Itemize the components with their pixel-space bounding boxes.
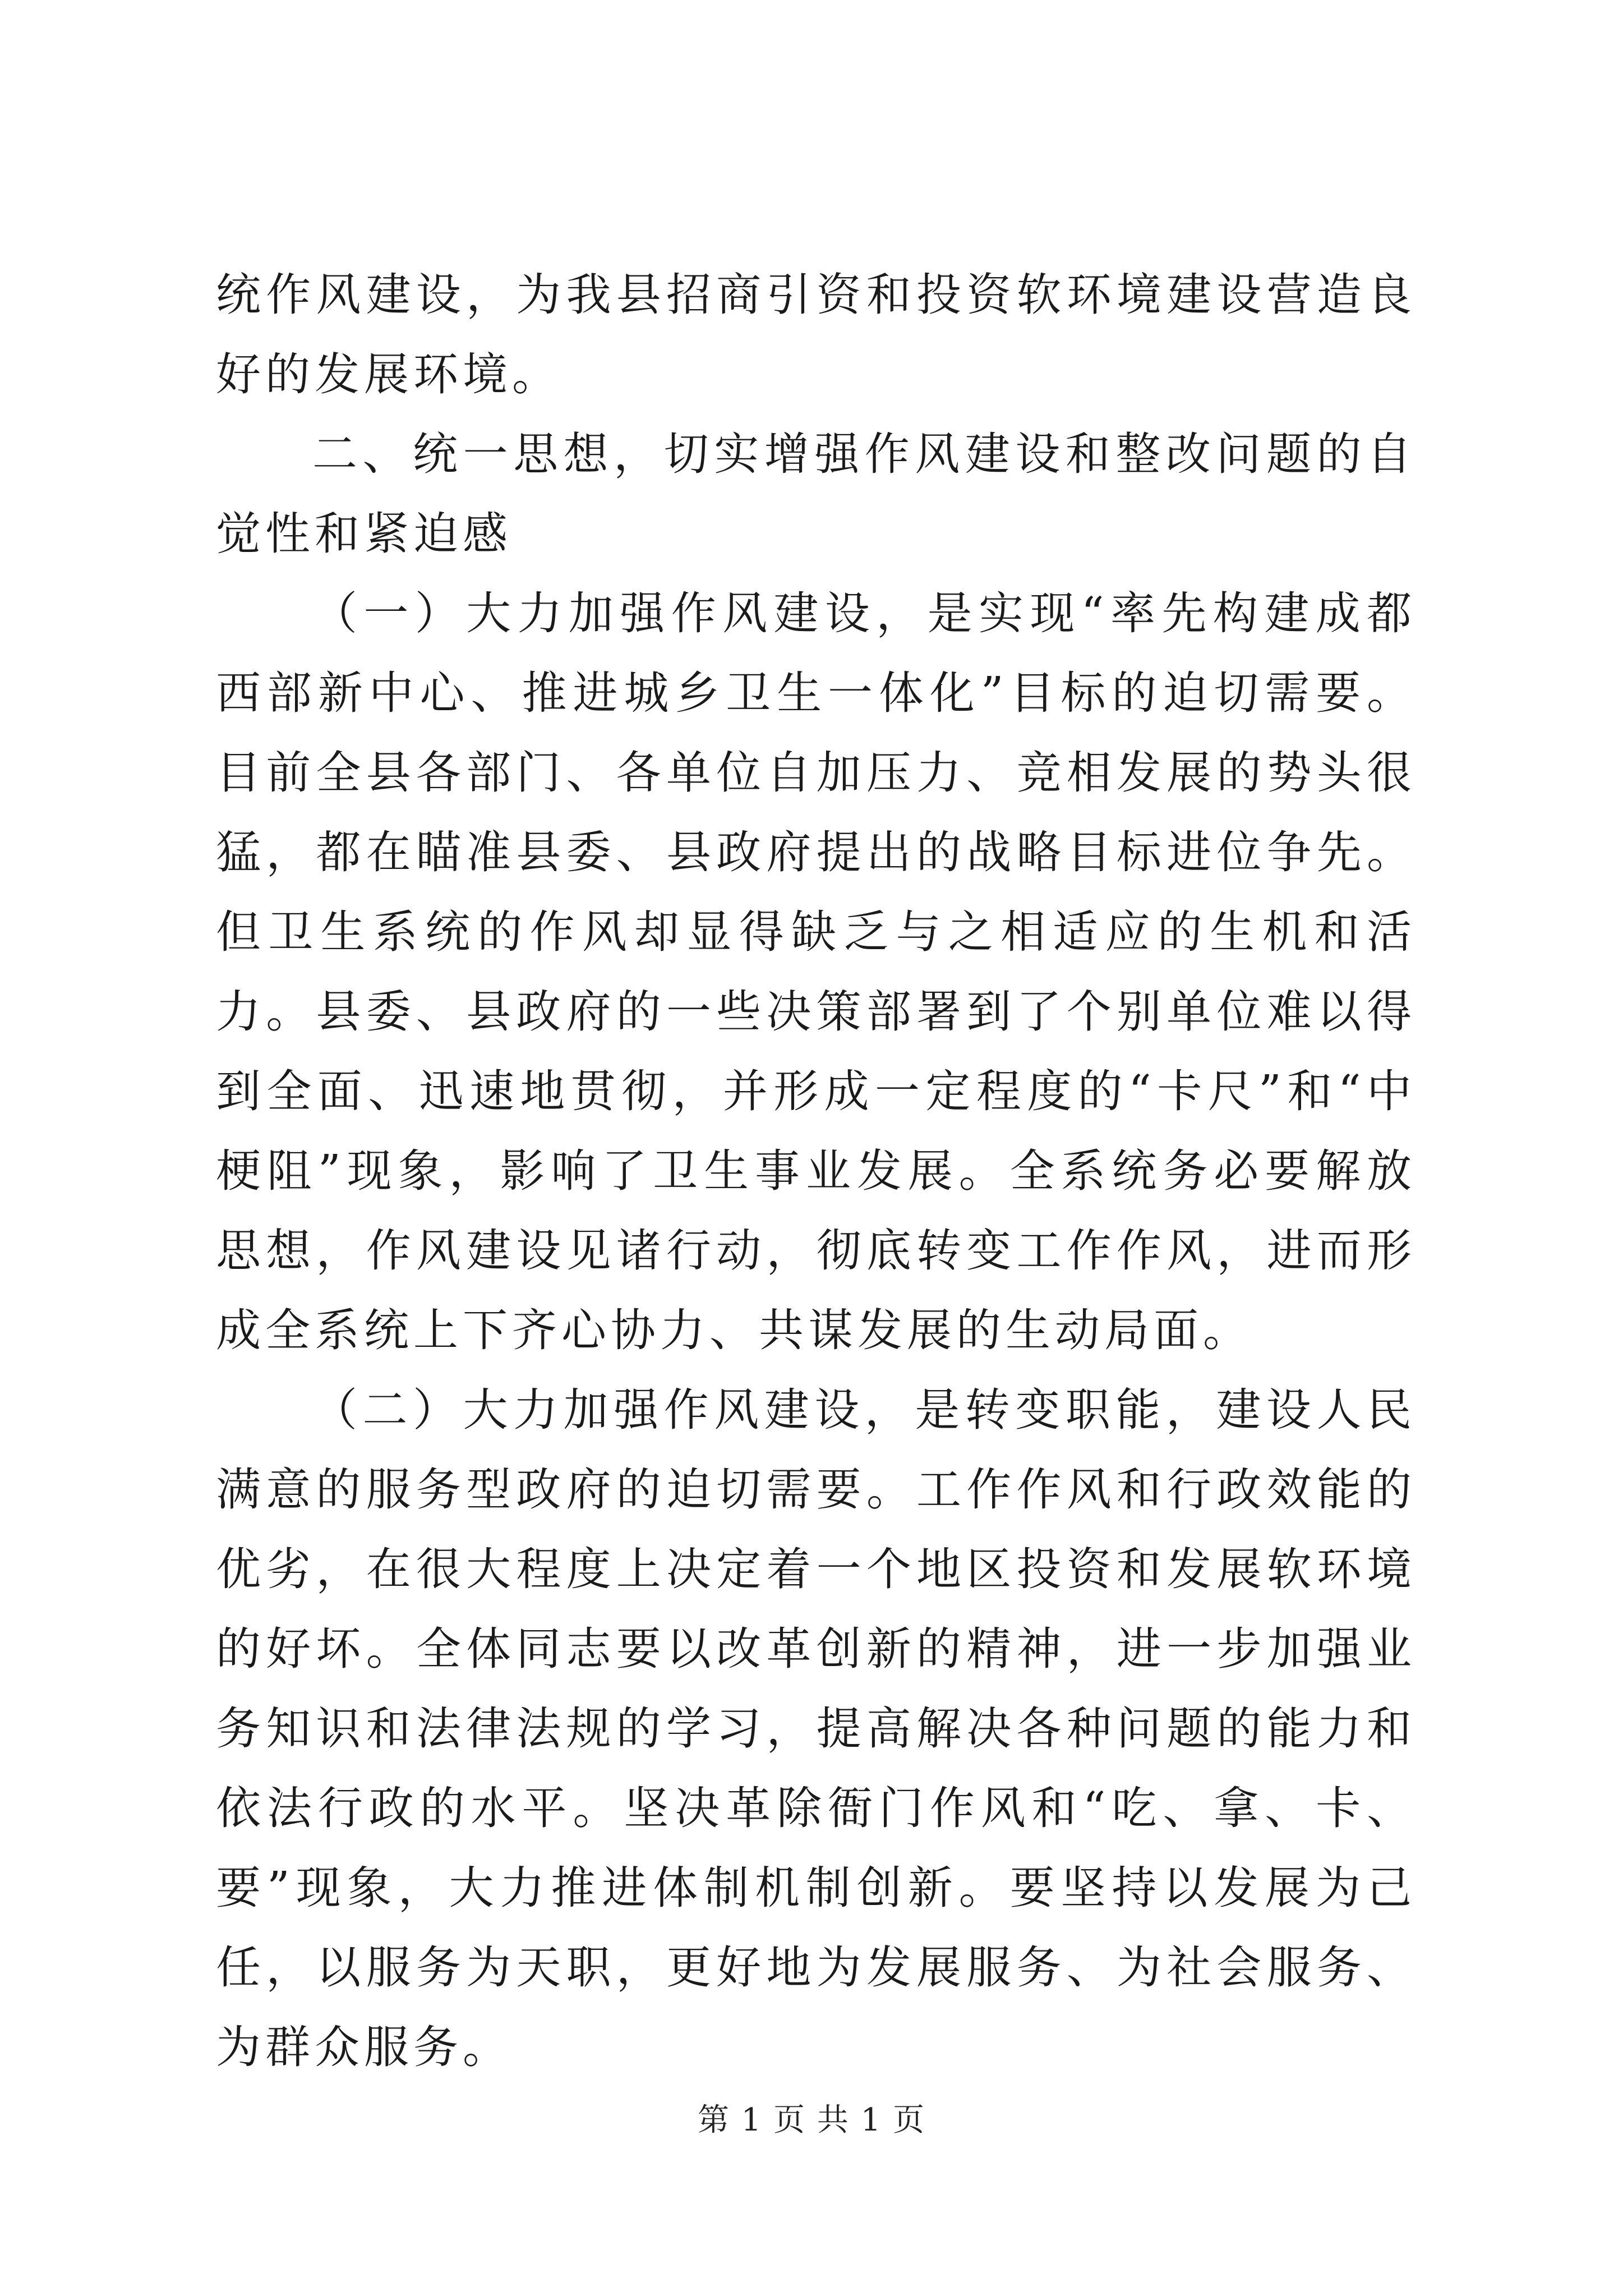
paragraph-item-1: （一）大力加强作风建设，是实现“率先构建成都西部新中心、推进城乡卫生一体化”目标的迫切需要。目前全县各部门、各单位自加压力、竞相发展的势头很猛，都在瞄准县委、县政府提出的战略目标进位争先。但卫生系统的作风却显得缺乏与之相适应的生机和活力。县委、县政府的一些决策部署到了个别单位难以得到全面、迅速地贯彻，并形成一定程度的“卡尺”和“中梗阻”现象，影响了卫生事业发展。全系统务必要解放思想，作风建设见诸行动，彻底转变工作作风，进而形成全系统上下齐心协力、共谋发展的生动局面。 [216, 587, 1416, 1356]
document-body [216, 255, 1416, 2087]
page-footer: 第 1 页 共 1 页 [697, 2102, 926, 2138]
paragraph-continuation: 统作风建设，为我县招商引资和投资软环境建设营造良好的发展环境。 [216, 269, 1416, 401]
paragraph-item-2: （二）大力加强作风建设，是转变职能，建设人民满意的服务型政府的迫切需要。工作作风和行政效能的优劣，在很大程度上决定着一个地区投资和发展软环境的好坏。全体同志要以改革创新的精神，进一步加强业务知识和法律法规的学习，提高解决各种问题的能力和依法行政的水平。坚决革除衙门作风和“吃、拿、卡、要”现象，大力推进体制机制创新。要坚持以发展为己任，以服务为天职，更好地为发展服务、为社会服务、为群众服务。 [216, 1384, 1416, 2073]
section-heading: 二、统一思想，切实增强作风建设和整改问题的自觉性和紧迫感 [216, 428, 1416, 560]
